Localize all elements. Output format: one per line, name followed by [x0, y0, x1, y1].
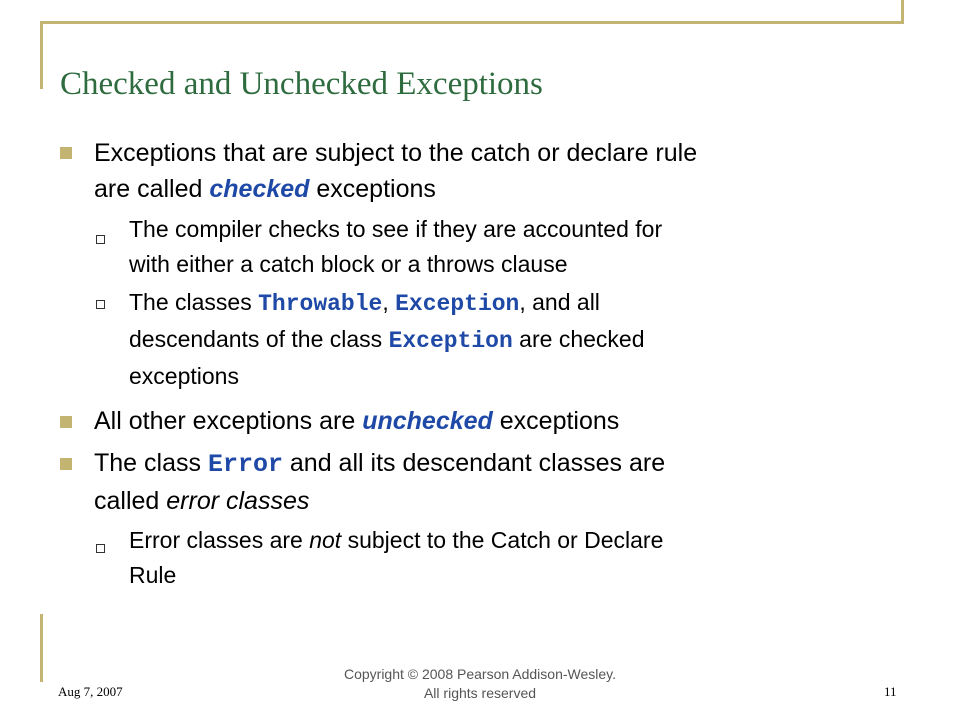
text-span: exceptions	[492, 407, 620, 435]
frame-bottom-left-line	[40, 614, 43, 682]
text-span: ,	[382, 289, 396, 315]
bullet-marker	[60, 416, 72, 428]
frame-left-line	[40, 21, 43, 89]
code-throwable: Throwable	[258, 291, 383, 317]
text-span: are checked	[512, 326, 645, 352]
copyright-line: Copyright © 2008 Pearson Addison-Wesley.	[343, 666, 617, 682]
emphasis-error-classes: error classes	[166, 487, 310, 515]
emphasis-not: not	[309, 527, 342, 553]
bullet-text-line	[94, 445, 665, 483]
bullet-text-line	[94, 171, 697, 207]
subbullet-checked-classes	[129, 285, 645, 394]
footer-copyright	[320, 665, 640, 703]
code-exception: Exception	[395, 291, 520, 317]
sub-bullet-marker	[96, 300, 105, 309]
keyword-checked: checked	[209, 175, 310, 203]
subbullet-compiler-checks	[129, 212, 662, 282]
text-span: called	[94, 487, 167, 515]
sub-text-line	[129, 285, 645, 322]
bullet-text-line	[94, 403, 619, 439]
text-span: Error classes are	[129, 527, 310, 553]
frame-right-line	[901, 0, 904, 24]
code-exception: Exception	[388, 328, 513, 354]
bullet-text-line	[94, 483, 665, 519]
sub-text-line	[129, 322, 645, 359]
sub-bullet-marker	[96, 544, 105, 553]
text-span: subject to the Catch or Declare	[341, 527, 664, 553]
sub-text-line	[129, 523, 663, 558]
subbullet-error-not-subject	[129, 523, 663, 593]
text-span: , and all	[519, 289, 600, 315]
bullet-checked-definition	[94, 135, 697, 207]
frame-top-line	[40, 21, 904, 24]
code-error: Error	[207, 450, 283, 479]
sub-text-line: with either a catch block or a throws clause	[129, 251, 568, 277]
bullet-unchecked	[94, 403, 619, 439]
text-span: The class	[94, 449, 208, 477]
sub-text-line: Rule	[129, 562, 177, 588]
sub-text-line: exceptions	[129, 363, 239, 389]
text-span: exceptions	[309, 175, 436, 203]
bullet-error-classes	[94, 445, 665, 519]
bullet-marker	[60, 458, 72, 470]
slide-title: Checked and Unchecked Exceptions	[60, 66, 543, 102]
text-span: and all its descendant classes are	[282, 449, 666, 477]
footer-date: Aug 7, 2007	[58, 684, 123, 699]
bullet-marker	[60, 147, 72, 159]
text-span: The classes	[129, 289, 259, 315]
keyword-unchecked: unchecked	[362, 407, 493, 435]
page-number: 11	[884, 684, 897, 699]
text-span: All other exceptions are	[94, 407, 363, 435]
sub-text-line: The compiler checks to see if they are accounted for	[129, 216, 663, 242]
bullet-text-line: Exceptions that are subject to the catch or declare rule	[94, 139, 698, 167]
sub-bullet-marker	[96, 235, 105, 244]
copyright-line: All rights reserved	[423, 685, 537, 701]
text-span: descendants of the class	[129, 326, 389, 352]
text-span: are called	[94, 175, 210, 203]
